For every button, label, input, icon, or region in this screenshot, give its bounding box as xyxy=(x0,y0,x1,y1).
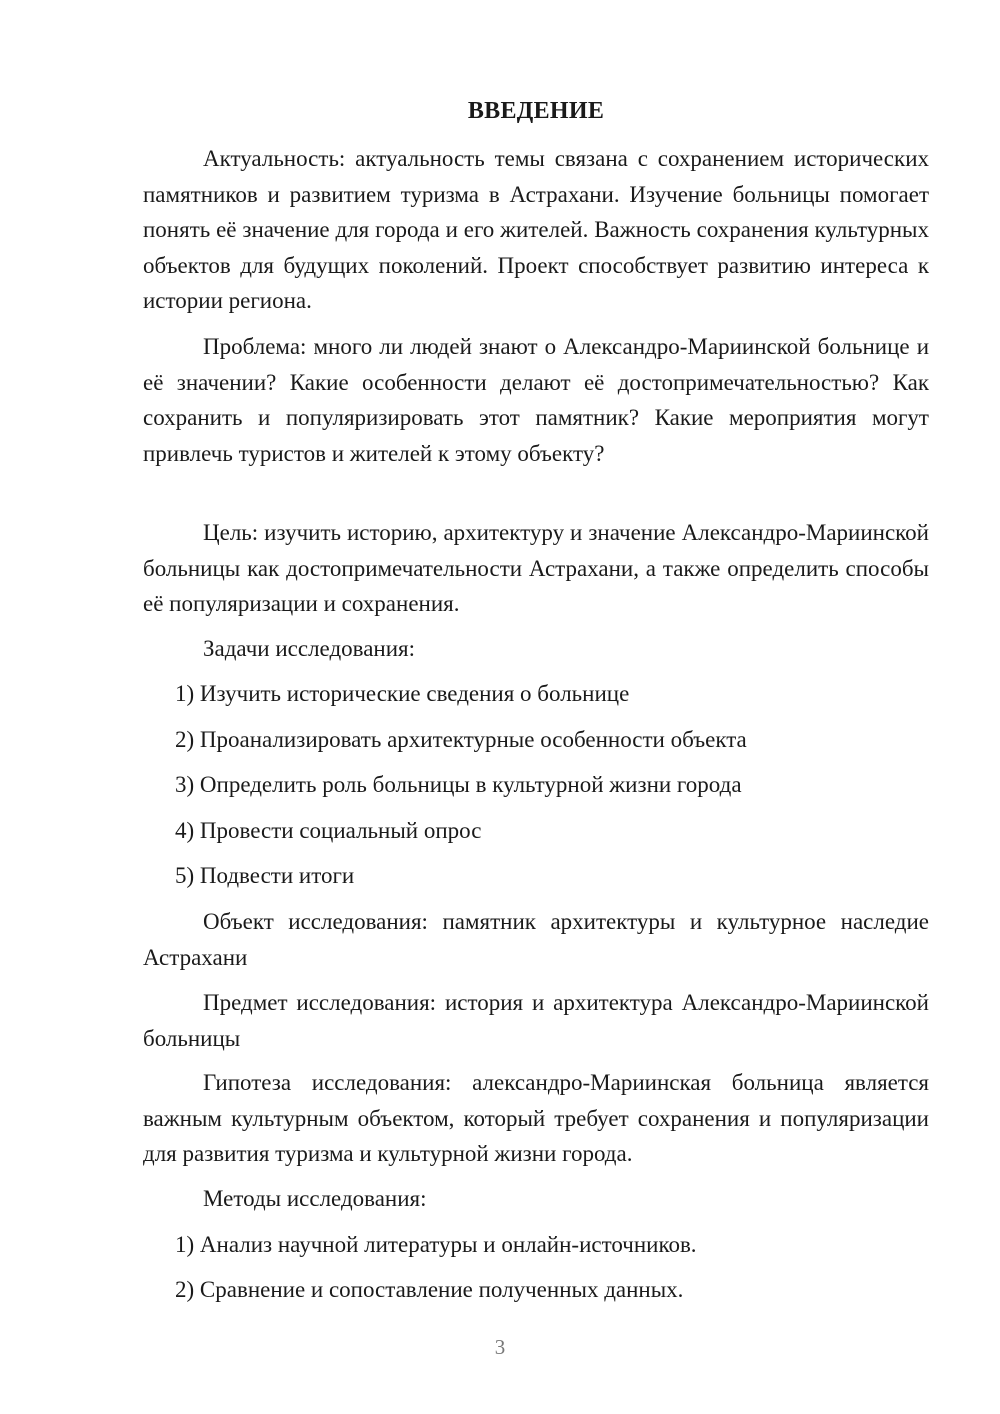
hypothesis-paragraph: Гипотеза исследования: александро-Мариинская больница является важным культурным объектом, который требует сохранения и популяризации для развития туризма и культурной жизни города. xyxy=(143,1070,929,1166)
tasks-heading: Задачи исследования: xyxy=(203,636,416,661)
problem-paragraph: Проблема: много ли людей знают о Александро-Мариинской больнице и её значении? Какие особенности делают её достопримечательностью? Как сохранить и популяризировать этот памятник? Какие мероприятия могут привлечь туристов и жителей к этому объекту? xyxy=(143,334,929,466)
relevance-paragraph: Актуальность: актуальность темы связана с сохранением исторических памятников и развитием туризма в Астрахани. Изучение больницы помогает понять её значение для города и его жителей. Важность сохранения культурных объектов для будущих поколений. Проект способствует развитию интереса к истории региона. xyxy=(143,146,929,313)
method-item: 2) Сравнение и сопоставление полученных данных. xyxy=(175,1277,684,1302)
methods-heading: Методы исследования: xyxy=(203,1186,427,1211)
task-item: 1) Изучить исторические сведения о больнице xyxy=(175,681,630,706)
goal-paragraph: Цель: изучить историю, архитектуру и значение Александро-Мариинской больницы как достопримечательности Астрахани, а также определить способы её популяризации и сохранения. xyxy=(143,520,929,616)
page-number: 3 xyxy=(494,1335,506,1359)
subject-paragraph: Предмет исследования: история и архитектура Александро-Мариинской больницы xyxy=(143,990,929,1051)
task-item: 3) Определить роль больницы в культурной жизни города xyxy=(175,772,742,797)
task-item: 5) Подвести итоги xyxy=(175,863,355,888)
object-paragraph: Объект исследования: памятник архитектуры и культурное наследие Астрахани xyxy=(143,909,929,970)
method-item: 1) Анализ научной литературы и онлайн-источников. xyxy=(175,1232,697,1257)
task-item: 2) Проанализировать архитектурные особенности объекта xyxy=(175,727,747,752)
section-title: ВВЕДЕНИЕ xyxy=(467,98,605,124)
task-item: 4) Провести социальный опрос xyxy=(175,818,482,843)
